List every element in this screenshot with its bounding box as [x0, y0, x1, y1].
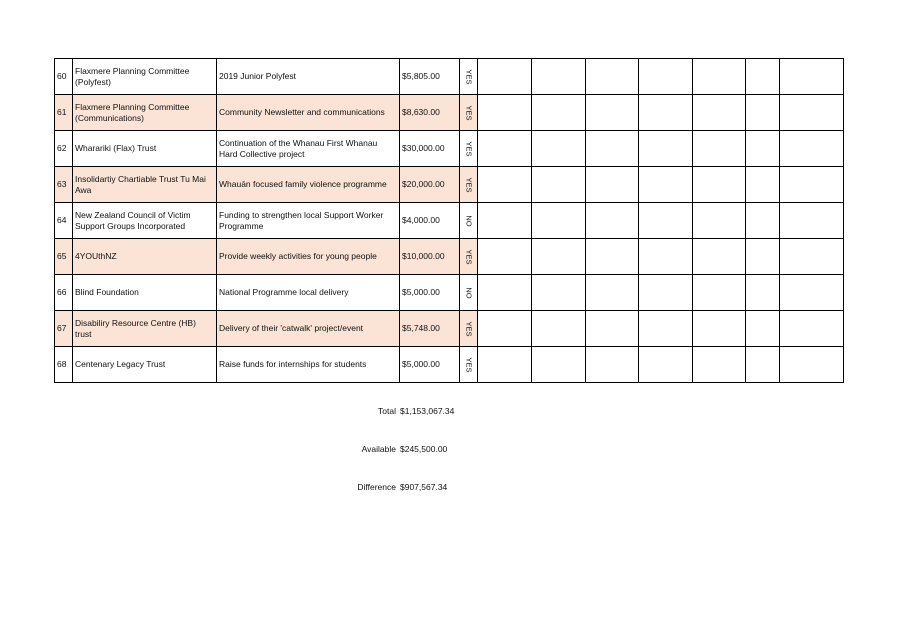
row-number-cell: 61 [55, 95, 73, 131]
difference-label: Difference [357, 482, 396, 492]
empty-cell [639, 275, 693, 311]
amount-cell: $30,000.00 [400, 131, 460, 167]
eligibility-cell [460, 167, 478, 203]
empty-cell [478, 203, 532, 239]
empty-cell [532, 311, 586, 347]
amount-cell: $20,000.00 [400, 167, 460, 203]
empty-cell [780, 239, 844, 275]
eligibility-cell [460, 203, 478, 239]
amount-cell: $5,805.00 [400, 59, 460, 95]
empty-cell [639, 239, 693, 275]
row-number-cell: 66 [55, 275, 73, 311]
eligibility-text: YES [464, 320, 473, 337]
eligibility-text: YES [464, 356, 473, 373]
project-cell: Whauān focused family violence programme [217, 167, 400, 203]
empty-cell [532, 167, 586, 203]
empty-cell [780, 95, 844, 131]
empty-cell [478, 59, 532, 95]
empty-cell [746, 59, 780, 95]
available-label: Available [361, 444, 396, 454]
table-row [55, 167, 844, 203]
empty-cell [532, 95, 586, 131]
empty-cell [746, 311, 780, 347]
empty-cell [693, 311, 746, 347]
row-number-cell: 62 [55, 131, 73, 167]
empty-cell [478, 347, 532, 383]
project-cell: Delivery of their 'catwalk' project/event [217, 311, 400, 347]
eligibility-cell [460, 59, 478, 95]
empty-cell [693, 131, 746, 167]
empty-cell [693, 167, 746, 203]
empty-cell [478, 311, 532, 347]
empty-cell [639, 95, 693, 131]
empty-cell [586, 275, 639, 311]
project-cell: 2019 Junior Polyfest [217, 59, 400, 95]
empty-cell [478, 131, 532, 167]
eligibility-cell [460, 239, 478, 275]
amount-cell: $5,748.00 [400, 311, 460, 347]
empty-cell [746, 131, 780, 167]
empty-cell [780, 131, 844, 167]
organisation-cell: Insolidartiy Chartiable Trust Tu Mai Awa [73, 167, 217, 203]
amount-cell: $5,000.00 [400, 275, 460, 311]
empty-cell [478, 95, 532, 131]
empty-cell [532, 131, 586, 167]
empty-cell [639, 131, 693, 167]
table-row [55, 311, 844, 347]
organisation-cell: 4YOUthNZ [73, 239, 217, 275]
difference-line [300, 482, 550, 492]
eligibility-text: NO [464, 214, 473, 227]
empty-cell [746, 347, 780, 383]
empty-cell [780, 203, 844, 239]
table-row [55, 239, 844, 275]
empty-cell [586, 347, 639, 383]
row-number-cell: 67 [55, 311, 73, 347]
empty-cell [746, 167, 780, 203]
project-cell: Community Newsletter and communications [217, 95, 400, 131]
eligibility-text: NO [464, 286, 473, 299]
project-cell: Funding to strengthen local Support Worker Programme [217, 203, 400, 239]
eligibility-cell [460, 131, 478, 167]
empty-cell [693, 95, 746, 131]
empty-cell [780, 59, 844, 95]
empty-cell [586, 239, 639, 275]
empty-cell [780, 311, 844, 347]
project-cell: Continuation of the Whanau First Whanau Hard Collective project [217, 131, 400, 167]
empty-cell [780, 347, 844, 383]
difference-value: $907,567.34 [400, 482, 448, 492]
empty-cell [693, 203, 746, 239]
eligibility-cell [460, 275, 478, 311]
available-line [300, 444, 550, 454]
eligibility-cell [460, 347, 478, 383]
table-row [55, 275, 844, 311]
empty-cell [693, 59, 746, 95]
organisation-cell: Centenary Legacy Trust [73, 347, 217, 383]
row-number-cell: 63 [55, 167, 73, 203]
empty-cell [532, 239, 586, 275]
project-cell: National Programme local delivery [217, 275, 400, 311]
row-number-cell: 64 [55, 203, 73, 239]
organisation-cell: New Zealand Council of Victim Support Groups Incorporated [73, 203, 217, 239]
empty-cell [478, 167, 532, 203]
empty-cell [639, 347, 693, 383]
empty-cell [532, 275, 586, 311]
empty-cell [478, 239, 532, 275]
table-body [55, 59, 844, 383]
amount-cell: $10,000.00 [400, 239, 460, 275]
eligibility-text: YES [464, 104, 473, 121]
organisation-cell: Disabiliry Resource Centre (HB) trust [73, 311, 217, 347]
total-value: $1,153,067.34 [400, 406, 455, 416]
empty-cell [586, 59, 639, 95]
empty-cell [746, 239, 780, 275]
amount-cell: $5,000.00 [400, 347, 460, 383]
empty-cell [780, 275, 844, 311]
empty-cell [693, 275, 746, 311]
empty-cell [639, 203, 693, 239]
empty-cell [532, 347, 586, 383]
empty-cell [586, 203, 639, 239]
empty-cell [532, 203, 586, 239]
organisation-cell: Flaxmere Planning Committee (Polyfest) [73, 59, 217, 95]
eligibility-cell [460, 95, 478, 131]
empty-cell [586, 167, 639, 203]
total-line [300, 406, 550, 416]
eligibility-text: YES [464, 68, 473, 85]
empty-cell [693, 347, 746, 383]
amount-cell: $8,630.00 [400, 95, 460, 131]
empty-cell [693, 239, 746, 275]
empty-cell [746, 275, 780, 311]
project-cell: Provide weekly activities for young people [217, 239, 400, 275]
total-label: Total [378, 406, 396, 416]
project-cell: Raise funds for internships for students [217, 347, 400, 383]
empty-cell [586, 311, 639, 347]
table-row [55, 203, 844, 239]
eligibility-text: YES [464, 248, 473, 265]
empty-cell [478, 275, 532, 311]
table-row [55, 59, 844, 95]
empty-cell [586, 131, 639, 167]
empty-cell [532, 59, 586, 95]
table-row [55, 131, 844, 167]
row-number-cell: 60 [55, 59, 73, 95]
row-number-cell: 65 [55, 239, 73, 275]
organisation-cell: Wharariki (Flax) Trust [73, 131, 217, 167]
eligibility-text: YES [464, 140, 473, 157]
table-row [55, 95, 844, 131]
row-number-cell: 68 [55, 347, 73, 383]
amount-cell: $4,000.00 [400, 203, 460, 239]
empty-cell [746, 95, 780, 131]
empty-cell [639, 311, 693, 347]
empty-cell [639, 167, 693, 203]
table-row [55, 347, 844, 383]
available-value: $245,500.00 [400, 444, 448, 454]
empty-cell [586, 95, 639, 131]
organisation-cell: Flaxmere Planning Committee (Communications) [73, 95, 217, 131]
eligibility-cell [460, 311, 478, 347]
funding-table [54, 58, 844, 383]
empty-cell [746, 203, 780, 239]
organisation-cell: Blind Foundation [73, 275, 217, 311]
empty-cell [639, 59, 693, 95]
eligibility-text: YES [464, 176, 473, 193]
empty-cell [780, 167, 844, 203]
